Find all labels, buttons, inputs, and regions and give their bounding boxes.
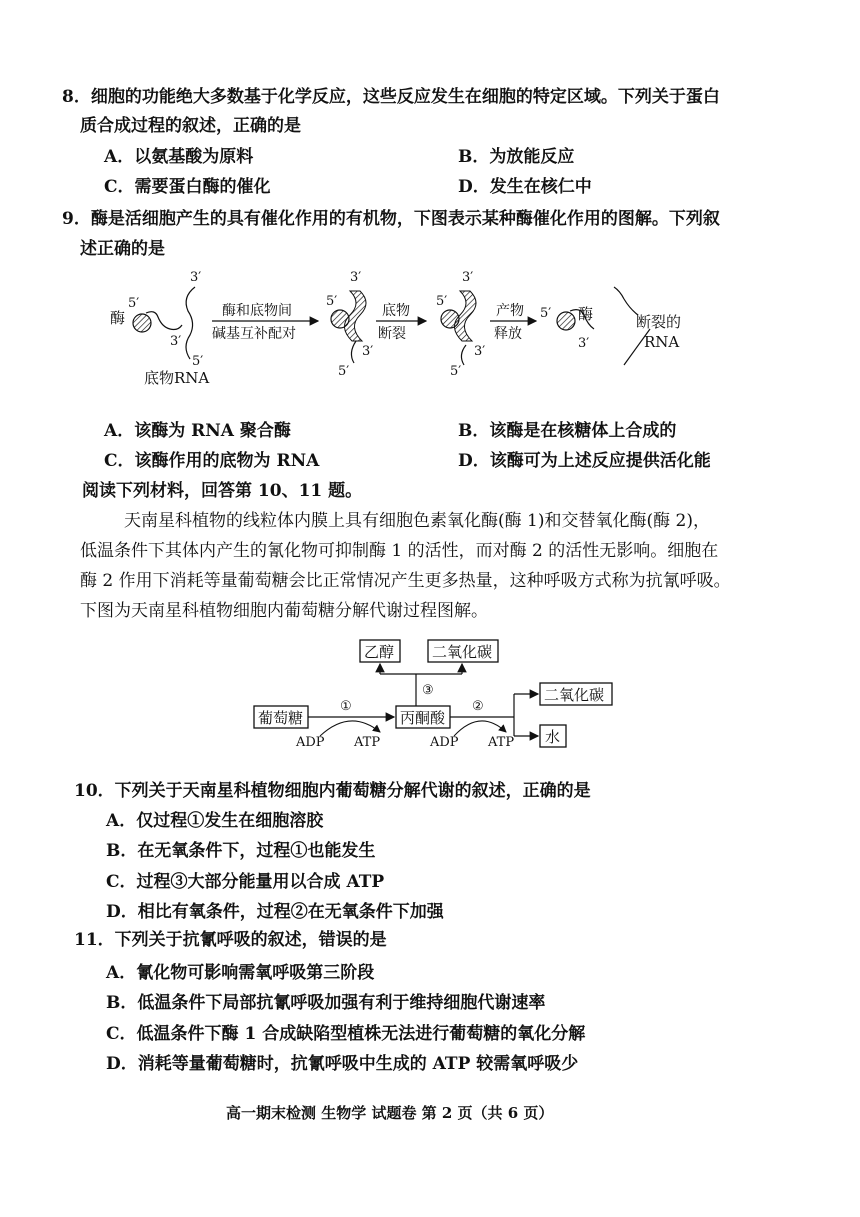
passage-line4: 下图为天南星科植物细胞内葡萄糖分解代谢过程图解。: [80, 601, 488, 621]
q9-stem-line1: 9．酶是活细胞产生的具有催化作用的有机物，下图表示某种酶催化作用的图解。下列叙: [62, 209, 720, 229]
step1-marker: ①: [340, 699, 352, 714]
page-footer: 高一期末检测 生物学 试题卷 第 2 页（共 6 页）: [226, 1104, 554, 1122]
broken-rna-label-bottom: RNA: [644, 333, 680, 351]
glucose-label: 葡萄糖: [258, 709, 304, 727]
q10-option-b: B．在无氧条件下，过程①也能发生: [106, 841, 376, 861]
prime-label: 3′: [190, 270, 202, 285]
atp-label-1: ATP: [354, 735, 381, 750]
prime-label: 3′: [350, 270, 362, 285]
glucose-pathway-diagram: [240, 632, 640, 752]
broken-rna-label-top: 断裂的: [636, 313, 682, 331]
prime-label: 3′: [170, 334, 182, 349]
step2-marker: ②: [472, 699, 484, 714]
q11-option-b: B．低温条件下局部抗氰呼吸加强有利于维持细胞代谢速率: [106, 993, 546, 1013]
enzyme-strand: [146, 312, 182, 330]
q10-option-a: A．仅过程①发生在细胞溶胶: [106, 811, 324, 831]
substrate-rna-strand: [186, 287, 195, 359]
prime-label: 3′: [362, 344, 374, 359]
prime-label: 5′: [540, 306, 552, 321]
co2-right-label: 二氧化碳: [544, 686, 605, 704]
q8-option-c: C．需要蛋白酶的催化: [104, 177, 271, 197]
passage-intro: 阅读下列材料，回答第 10、11 题。: [82, 481, 363, 501]
step1-label-bottom: 碱基互补配对: [212, 326, 296, 342]
q9-option-c: C．该酶作用的底物为 RNA: [104, 451, 320, 471]
broken-rna-upper: [614, 287, 624, 299]
step3-marker: ③: [422, 683, 434, 698]
step2-label-bottom: 断裂: [378, 326, 406, 342]
q10-stem: 10．下列关于天南星科植物细胞内葡萄糖分解代谢的叙述，正确的是: [74, 781, 591, 801]
step3-label-top: 产物: [496, 303, 524, 319]
passage-line3: 酶 2 作用下消耗等量葡萄糖会比正常情况产生更多热量，这种呼吸方式称为抗氰呼吸。: [80, 571, 731, 591]
water-label: 水: [545, 728, 561, 746]
q11-stem: 11．下列关于抗氰呼吸的叙述，错误的是: [74, 930, 387, 950]
enzyme-shape: [133, 314, 151, 332]
step3-label-bottom: 释放: [494, 326, 522, 342]
q9-option-a: A．该酶为 RNA 聚合酶: [104, 421, 291, 441]
q8-stem-line2: 质合成过程的叙述，正确的是: [80, 116, 301, 136]
step2-label-top: 底物: [382, 303, 410, 319]
enzyme-label: 酶: [110, 309, 126, 327]
pyruvate-label: 丙酮酸: [400, 709, 446, 727]
q8-option-d: D．发生在核仁中: [458, 177, 592, 197]
q10-option-d: D．相比有氧条件，过程②在无氧条件下加强: [106, 902, 444, 922]
substrate-tail: [351, 341, 356, 363]
enzyme-shape: [557, 312, 575, 330]
q9-option-d: D．该酶可为上述反应提供活化能: [458, 451, 711, 471]
adp-label-1: ADP: [296, 735, 325, 750]
q8-option-a: A．以氨基酸为原料: [104, 147, 254, 167]
ethanol-label: 乙醇: [364, 643, 395, 661]
prime-label: 3′: [462, 270, 474, 285]
prime-label: 5′: [128, 296, 140, 311]
prime-label: 5′: [192, 354, 204, 369]
ribozyme-figure: [100, 265, 720, 395]
atp-curve-1: [320, 721, 380, 736]
passage-line1: 天南星科植物的线粒体内膜上具有细胞色素氧化酶(酶 1)和交替氧化酶(酶 2)，: [124, 511, 710, 531]
q9-option-b: B．该酶是在核糖体上合成的: [458, 421, 677, 441]
enzyme-label: 酶: [578, 305, 594, 323]
q11-option-c: C．低温条件下酶 1 合成缺陷型植株无法进行葡萄糖的氧化分解: [106, 1024, 586, 1044]
atp-curve-2: [454, 721, 506, 736]
prime-label: 5′: [338, 364, 350, 379]
prime-label: 5′: [326, 294, 338, 309]
q11-option-d: D．消耗等量葡萄糖时，抗氰呼吸中生成的 ATP 较需氧呼吸少: [106, 1054, 579, 1074]
prime-label: 5′: [450, 364, 462, 379]
q8-option-b: B．为放能反应: [458, 147, 575, 167]
step1-label-top: 酶和底物间: [222, 303, 292, 319]
q10-option-c: C．过程③大部分能量用以合成 ATP: [106, 872, 385, 892]
co2-top-label: 二氧化碳: [432, 643, 493, 661]
q11-option-a: A．氰化物可影响需氧呼吸第三阶段: [106, 963, 375, 983]
cleaved-tail: [461, 345, 466, 365]
prime-label: 5′: [436, 294, 448, 309]
prime-label: 3′: [578, 336, 590, 351]
atp-label-2: ATP: [488, 735, 515, 750]
q8-stem-line1: 8．细胞的功能绝大多数基于化学反应，这些反应发生在细胞的特定区域。下列关于蛋白: [62, 87, 720, 107]
adp-label-2: ADP: [430, 735, 459, 750]
substrate-label: 底物RNA: [144, 369, 210, 387]
prime-label: 3′: [474, 344, 486, 359]
passage-line2: 低温条件下其体内产生的氰化物可抑制酶 1 的活性，而对酶 2 的活性无影响。细胞在: [80, 541, 719, 561]
q9-stem-line2: 述正确的是: [80, 239, 165, 259]
